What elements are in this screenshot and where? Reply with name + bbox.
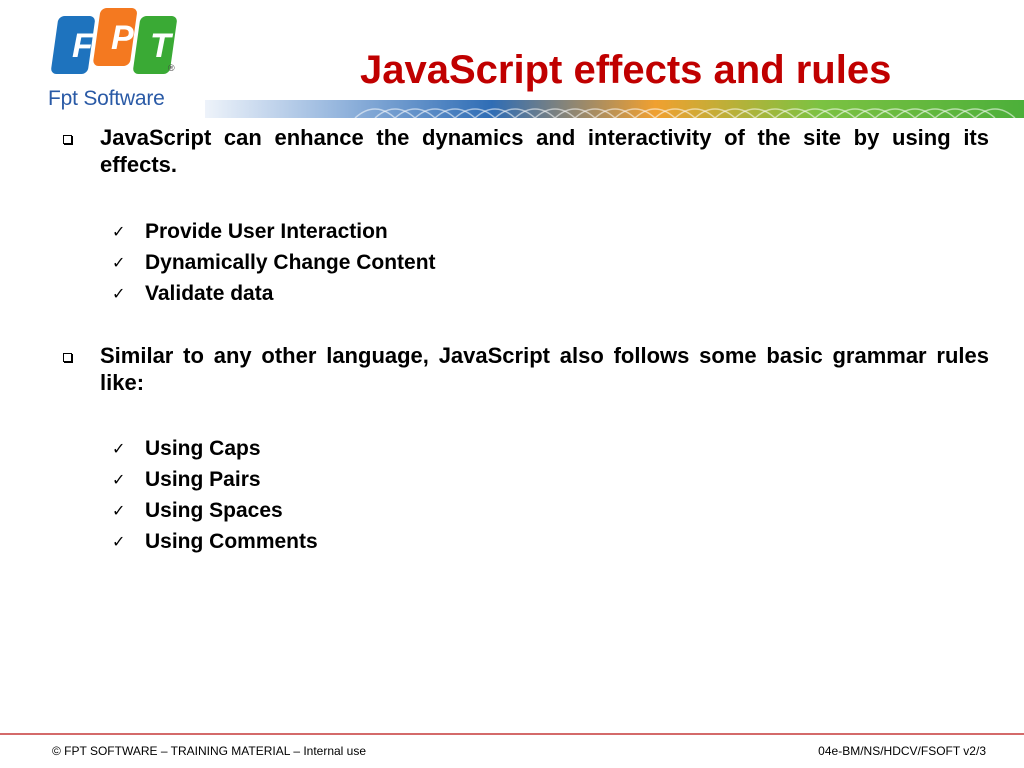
footer-document-code: 04e-BM/NS/HDCV/FSOFT v2/3	[818, 744, 986, 758]
section-2-bullet	[55, 342, 989, 396]
section-2-list	[55, 433, 989, 557]
logo-company-text: Fpt Software	[48, 87, 165, 110]
checkmark-icon: ✓	[112, 284, 126, 303]
checkmark-icon: ✓	[112, 439, 126, 458]
square-bullet-icon	[63, 353, 72, 362]
title-decorative-band	[205, 100, 1024, 118]
fpt-logo-tiles	[50, 6, 178, 78]
section-1-list	[55, 216, 989, 309]
logo-letter-t: T	[150, 27, 171, 65]
footer-copyright: © FPT SOFTWARE – TRAINING MATERIAL – Internal use	[52, 744, 367, 758]
list-item: ✓ Dynamically Change Content	[55, 247, 989, 278]
slide-title: JavaScript effects and rules	[360, 48, 892, 92]
list-item: ✓ Using Comments	[55, 526, 989, 557]
checkmark-icon: ✓	[112, 222, 126, 241]
checkmark-icon: ✓	[112, 532, 126, 551]
footer-divider	[0, 733, 1024, 735]
fpt-logo	[48, 6, 180, 114]
list-item: ✓ Using Pairs	[55, 464, 989, 495]
logo-letter-p: P	[111, 19, 134, 57]
section-1-text: JavaScript can enhance the dynamics and interactivity of the site by using its effects.	[100, 125, 989, 177]
list-item: ✓ Using Spaces	[55, 495, 989, 526]
section-2-text: Similar to any other language, JavaScript also follows some basic grammar rules like:	[100, 343, 989, 395]
section-1-bullet	[55, 124, 989, 178]
slide-content	[55, 124, 989, 557]
square-bullet-icon	[63, 135, 72, 144]
list-item: ✓ Provide User Interaction	[55, 216, 989, 247]
list-item: ✓ Using Caps	[55, 433, 989, 464]
list-item: ✓ Validate data	[55, 278, 989, 309]
checkmark-icon: ✓	[112, 470, 126, 489]
logo-letter-f: F	[72, 27, 93, 65]
registered-mark: ®	[168, 63, 175, 73]
checkmark-icon: ✓	[112, 253, 126, 272]
checkmark-icon: ✓	[112, 501, 126, 520]
